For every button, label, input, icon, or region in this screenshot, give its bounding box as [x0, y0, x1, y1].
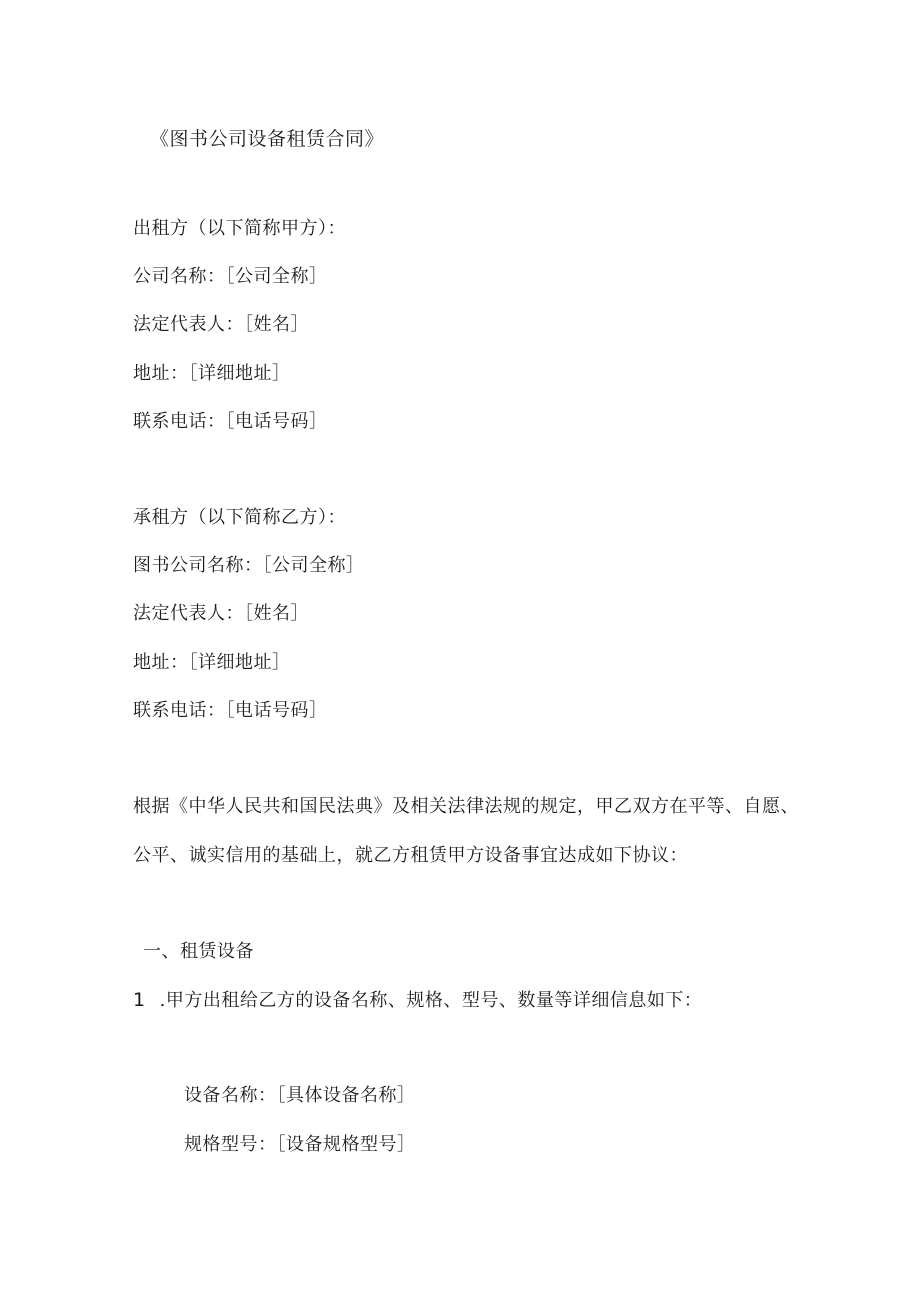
item-number: 1	[133, 989, 146, 1011]
equipment-spec-model: 规格型号：［设备规格型号］	[184, 1134, 416, 1155]
document-title: 《图书公司设备租赁合同》	[150, 128, 385, 150]
lessor-heading: 出租方（以下简称甲方）：	[133, 218, 346, 239]
lessor-address: 地址：［详细地址］	[133, 363, 291, 384]
preamble-line-1: 根据《中华人民共和国民法典》及相关法律法规的规定，甲乙双方在平等、自愿、	[133, 796, 799, 817]
lessor-company: 公司名称：［公司全称］	[133, 266, 328, 287]
section-1-heading: 一、租赁设备	[143, 941, 254, 962]
lessor-phone: 联系电话：［电话号码］	[133, 411, 328, 432]
lessor-representative: 法定代表人：［姓名］	[133, 314, 309, 335]
lessee-representative: 法定代表人：［姓名］	[133, 603, 309, 624]
lessee-address: 地址：［详细地址］	[133, 652, 291, 673]
lessee-company: 图书公司名称：［公司全称］	[133, 555, 365, 576]
section-1-item-1	[133, 988, 702, 1013]
lessee-heading: 承租方（以下简称乙方）：	[133, 507, 346, 528]
lessee-phone: 联系电话：［电话号码］	[133, 700, 328, 721]
equipment-name: 设备名称：［具体设备名称］	[184, 1085, 416, 1106]
item-text: .甲方出租给乙方的设备名称、规格、型号、数量等详细信息如下：	[159, 990, 703, 1011]
preamble-line-2: 公平、诚实信用的基础上，就乙方租赁甲方设备事宜达成如下协议：	[133, 845, 688, 866]
